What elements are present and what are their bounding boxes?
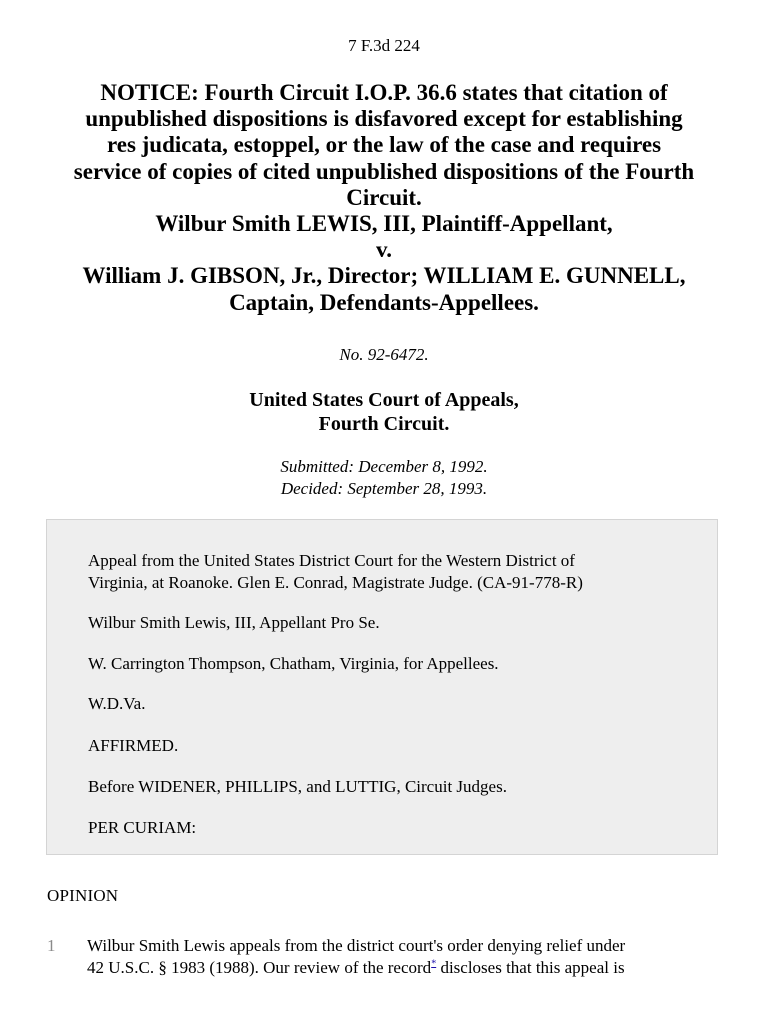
- notice-line: Circuit.: [346, 184, 422, 210]
- case-title: [40, 80, 728, 316]
- notice-line: unpublished dispositions is disfavored except for establishing: [85, 106, 683, 132]
- plaintiff-line: Wilbur Smith LEWIS, III, Plaintiff-Appellant,: [155, 211, 613, 237]
- submitted-date: Submitted: December 8, 1992.: [280, 457, 488, 476]
- opinion-paragraph: Wilbur Smith Lewis appeals from the district court's order denying relief under 42 U.S.C. § 1983 (1988). Our review of the record* discloses that this appeal is: [87, 936, 626, 977]
- docket-number: No. 92-6472.: [339, 345, 429, 364]
- case-dates: [0, 456, 768, 500]
- decided-date: Decided: September 28, 1993.: [280, 479, 488, 498]
- versus-line: v.: [376, 237, 392, 263]
- court-line: United States Court of Appeals,: [249, 389, 519, 411]
- appellant-counsel: Wilbur Smith Lewis, III, Appellant Pro Se.: [88, 613, 380, 632]
- disposition: AFFIRMED.: [88, 736, 179, 755]
- court-line: Fourth Circuit.: [318, 413, 450, 435]
- notice-line: NOTICE: Fourth Circuit I.O.P. 36.6 states that citation of: [100, 80, 668, 105]
- appeal-info: Appeal from the United States District Court for the Western District of Virginia, at Roanoke. Glen E. Conrad, Magistrate Judge. (CA-91-778-R): [88, 551, 583, 592]
- per-curiam: PER CURIAM:: [88, 818, 197, 837]
- appellees-counsel: W. Carrington Thompson, Chatham, Virginia, for Appellees.: [88, 654, 499, 673]
- panel-judges: Before WIDENER, PHILLIPS, and LUTTIG, Circuit Judges.: [88, 777, 507, 796]
- defendants-line: William J. GIBSON, Jr., Director; WILLIAM E. GUNNELL,: [82, 263, 686, 289]
- notice-line: service of copies of cited unpublished dispositions of the Fourth: [73, 158, 695, 184]
- case-citation: 7 F.3d 224: [348, 36, 420, 55]
- case-summary-box: [46, 519, 718, 855]
- footnote-link[interactable]: *: [431, 958, 437, 970]
- court-name: [0, 388, 768, 436]
- defendants-line: Captain, Defendants-Appellees.: [229, 289, 539, 315]
- district-abbrev: W.D.Va.: [88, 694, 146, 713]
- notice-line: res judicata, estoppel, or the law of the case and requires: [106, 132, 662, 158]
- paragraph-number: 1: [47, 936, 56, 955]
- opinion-heading: OPINION: [47, 886, 119, 905]
